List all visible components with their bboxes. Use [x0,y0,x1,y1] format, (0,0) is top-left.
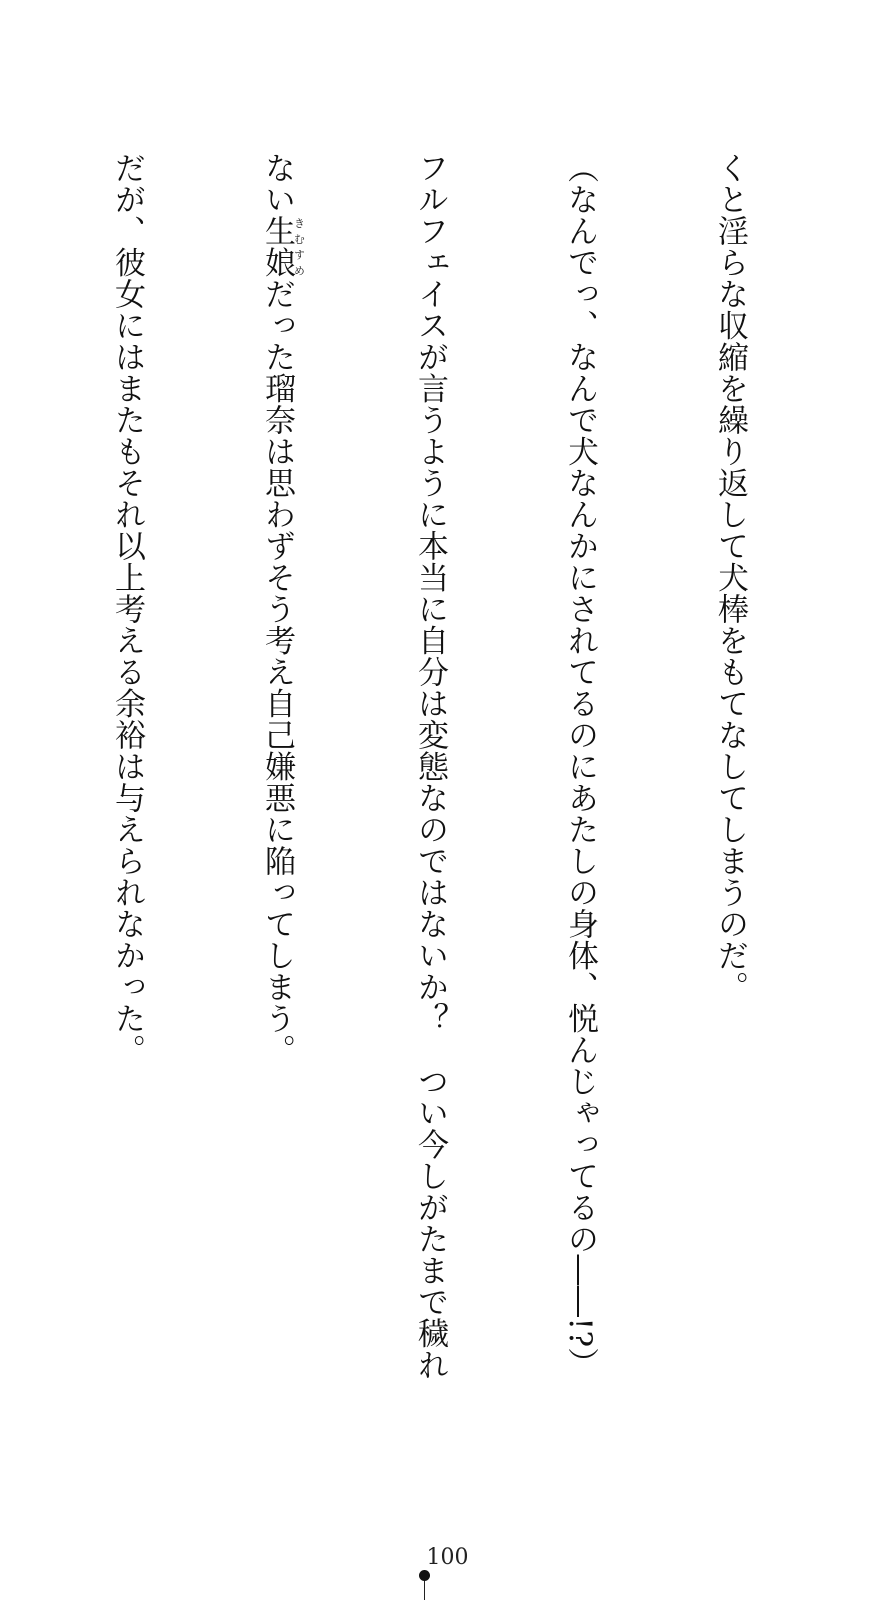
text-segment: だった瑠奈は思わずそう考え自己嫌悪に陥ってしまう。 [259,278,295,1066]
text-segment: ない [259,152,295,215]
text-line: （なんでっ、なんで犬なんかにされてるのにあたしの身体、悦んじゃってるの――!?） [562,152,598,1380]
page-marker-dot [419,1570,430,1581]
text-line-with-ruby [252,152,305,1332]
text-line [0,152,2,1332]
page-number: 100 [426,1545,469,1570]
text-line: くと淫らな収縮を繰り返して犬棒をもてなしてしまうのだ。 [712,152,748,1003]
text-line: フルフェイスが言うように本当に自分は変態なのではないか？ つい今しがたまで穢れ [412,152,448,1381]
ruby-kimusume: 生娘きむすめ [259,215,306,278]
text-line: だが、彼女にはまたもそれ以上考える余裕は与えられなかった。 [109,152,145,1066]
vertical-text-body [0,152,855,1381]
